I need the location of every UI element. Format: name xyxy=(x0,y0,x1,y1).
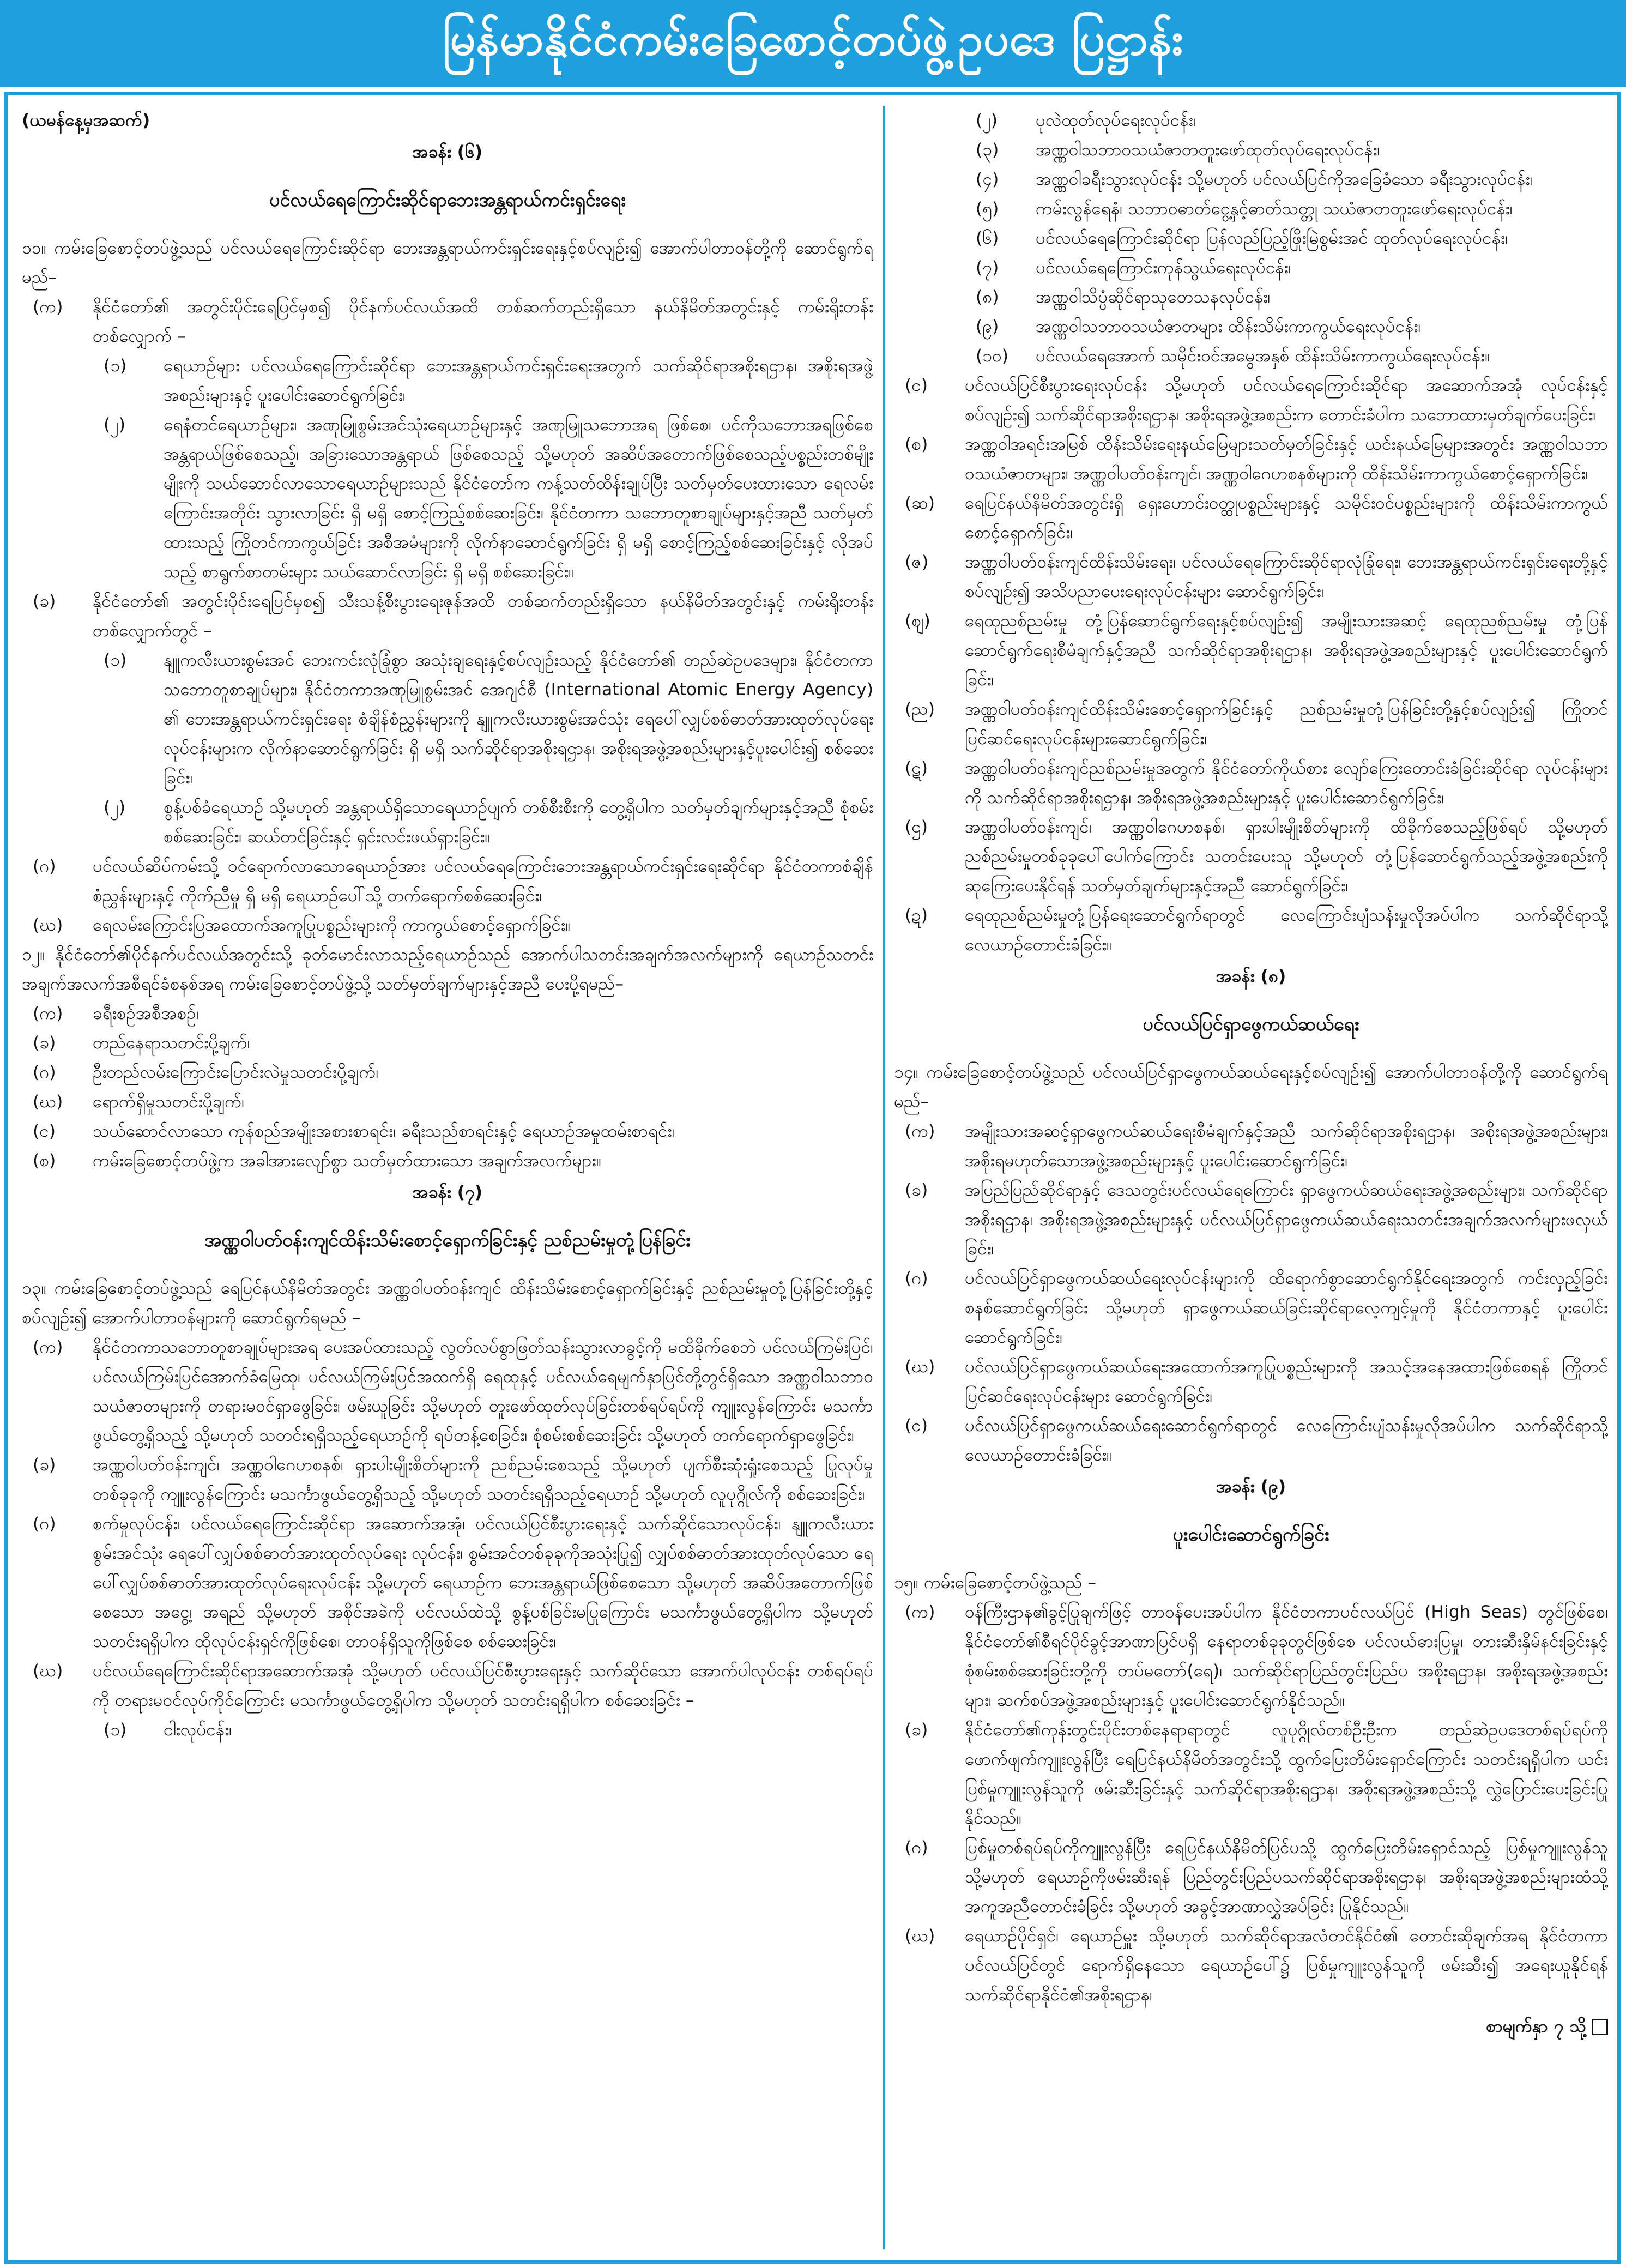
s13-item xyxy=(894,753,1608,812)
continuation-note: (ယမန်နေ့မှအဆက်) xyxy=(22,111,150,130)
s13-item xyxy=(894,812,1608,901)
item-label: (၉) xyxy=(976,317,999,336)
chapter-9-number: အခန်း (၉) xyxy=(1216,1477,1286,1497)
item-text: စွန့်ပစ်ခံရေယာဉ် သို့မဟုတ် အန္တရာယ်ရှိသောရေယာဉ်ပျက် တစ်စီးစီးကို တွေ့ရှိပါက သတ်မှတ်ချက်များနှင့်အညီ စုံစမ်းစစ်ဆေးခြင်း၊ ဆယ်တင်ခြင်းနှင့် ရှင်းလင်းဖယ်ရှားခြင်း။ xyxy=(164,798,873,847)
item-label: (၅) xyxy=(976,199,999,219)
item-text: ပုလဲထုတ်လုပ်ရေးလုပ်ငန်း၊ xyxy=(1036,111,1196,130)
item-label: (ဂ) xyxy=(905,1269,928,1288)
item-text: ငါးလုပ်ငန်း၊ xyxy=(164,1720,232,1740)
item-label: (ခ) xyxy=(905,1180,928,1200)
item-text: ရေနံတင်ရေယာဉ်များ၊ အဏုမြူစွမ်းအင်သုံးရေယာဉ်များနှင့် အဏုမြူသဘောအရ ဖြစ်စေ၊ ပင်ကိုသဘောအရဖြစ်စေ အန္တရာယ်ဖြစ်စေသည့်၊ အခြားသောအန္တရာယ် ဖြစ်စေသည့် သို့မဟုတ် အဆိပ်အတောက်ဖြစ်စေသည့်ပစ္စည်းတစ်မျိုးမျိုးကို သယ်ဆောင်လာသောရေယာဉ်များသည် နိုင်ငံတော်က ကန့်သတ်ထိန်းချုပ်ပြီး သတ်မှတ်ပေးထားသော ရေလမ်းကြောင်းအတိုင်း သွားလာခြင်း ရှိ မရှိ စောင့်ကြည့်စစ်ဆေးခြင်း၊ နိုင်ငံတကာ သဘောတူစာချုပ်များနှင့်အညီ သတ်မှတ်ထားသည့် ကြိုတင်ကာကွယ်ခြင်း အစီအမံများကို လိုက်နာဆောင်ရွက်ခြင်း ရှိ မရှိ စောင့်ကြည့်စစ်ဆေးခြင်းနှင့် လိုအပ်သည့် စာရွက်စာတမ်းများ သယ်ဆောင်လာခြင်း ရှိ မရှိ စစ်ဆေးခြင်း။ xyxy=(164,415,873,582)
s12-item xyxy=(22,999,873,1028)
s12-item xyxy=(22,1087,873,1117)
chapter-6-number: အခန်း (၆) xyxy=(412,142,483,162)
s13-item xyxy=(894,695,1608,753)
item-label: (င) xyxy=(905,376,928,395)
s14-item xyxy=(894,1117,1608,1175)
item-text: အဏ္ဏဝါပတ်ဝန်းကျင်၊ အဏ္ဏဝါဂေဟစနစ်၊ ရှားပါးမျိုးစိတ်များကို ထိခိုက်စေသည့်ဖြစ်ရပ် သို့မဟုတ် ညစ်ညမ်းမှုတစ်ခုခုပေါ်ပေါက်ကြောင်း သတင်းပေးသူ သို့မဟုတ် တုံ့ပြန်ဆောင်ရွက်သည့်အဖွဲ့အစည်းကို ဆုကြေးပေးနိုင်ရန် သတ်မှတ်ချက်များနှင့်အညီ ဆောင်ရွက်ခြင်း၊ xyxy=(965,817,1608,896)
chapter-6-title: ပင်လယ်ရေကြောင်းဆိုင်ရာဘေးအန္တရာယ်ကင်းရှင်းရေး xyxy=(269,189,626,211)
item-label: (ဇ) xyxy=(905,552,929,572)
s12-item xyxy=(22,1028,873,1058)
item-text: အဏ္ဏဝါပတ်ဝန်းကျင်၊ အဏ္ဏဝါဂေဟစနစ်၊ ရှားပါးမျိုးစိတ်များကို ညစ်ညမ်းစေသည့် သို့မဟုတ် ပျက်စီးဆုံးရှုံးစေသည့် ပြုလုပ်မှုတစ်ခုခုကို ကျူးလွန်ကြောင်း မသင်္ကာဖွယ်တွေ့ရှိသည့် သို့မဟုတ် သတင်းရရှိသည့်ရေယာဉ် သို့မဟုတ် လူပုဂ္ဂိုလ်ကို စစ်ဆေးခြင်း၊ xyxy=(93,1455,873,1504)
item-label: (၆) xyxy=(976,228,999,248)
s12-item xyxy=(22,1146,873,1175)
item-label: (က) xyxy=(905,1602,935,1622)
s12-item xyxy=(22,1058,873,1087)
section-14-text: ၁၄။ ကမ်းခြေစောင့်တပ်ဖွဲ့သည် ပင်လယ်ပြင်ရှာဖွေကယ်ဆယ်ရေးနှင့်စပ်လျဉ်း၍ အောက်ပါတာဝန်တို့ကို ဆောင်ရွက်ရမည်– xyxy=(894,1063,1608,1112)
s13-item xyxy=(894,547,1608,606)
item-text: နျူကလီးယားစွမ်းအင် ဘေးကင်းလုံခြုံစွာ အသုံးချရေးနှင့်စပ်လျဉ်းသည့် နိုင်ငံတော်၏ တည်ဆဲဥပဒေများ၊ နိုင်ငံတကာသဘောတူစာချုပ်များ၊ နိုင်ငံတကာအဏုမြူစွမ်းအင် အေဂျင်စီ (International Atomic Energy Agency) ၏ ဘေးအန္တရာယ်ကင်းရှင်းရေး စံချိန်စံညွှန်းများကို နျူကလီးယားစွမ်းအင်သုံး ရေပေါ်လျှပ်စစ်ဓာတ်အားထုတ်လုပ်ရေး လုပ်ငန်းများက လိုက်နာဆောင်ရွက်ခြင်း ရှိ မရှိ သက်ဆိုင်ရာအစိုးရဌာန၊ အစိုးရအဖွဲ့အစည်းများနှင့်ပူးပေါင်း၍ စစ်ဆေးခြင်း၊ xyxy=(164,650,873,788)
item-text: ပြစ်မှုတစ်ရပ်ရပ်ကိုကျူးလွန်ပြီး ရေပြင်နယ်နိမိတ်ပြင်ပသို့ ထွက်ပြေးတိမ်းရှောင်သည့် ပြစ်မှုကျူးလွန်သူ သို့မဟုတ် ရေယာဉ်ကိုဖမ်းဆီးရန် ပြည်တွင်းပြည်ပသက်ဆိုင်ရာအစိုးရဌာန၊ အစိုးရအဖွဲ့အစည်းများထံသို့ အကူအညီတောင်းခံခြင်း သို့မဟုတ် အခွင့်အာဏာလွှဲအပ်ခြင်း ပြုနိုင်သည်။ xyxy=(965,1838,1608,1916)
item-label: (ဈ) xyxy=(905,611,930,631)
item-text: ပင်လယ်ဆိပ်ကမ်းသို့ ဝင်ရောက်လာသောရေယာဉ်အား ပင်လယ်ရေကြောင်းဘေးအန္တရာယ်ကင်းရှင်းရေးဆိုင်ရာ နိုင်ငံတကာစံချိန်စံညွှန်းများနှင့် ကိုက်ညီမှု ရှိ မရှိ ရေယာဉ်ပေါ်သို့ တက်ရောက်စစ်ဆေးခြင်း၊ xyxy=(93,856,873,906)
item-text: အဏ္ဏဝါသဘာဝသယံဇာတများ ထိန်းသိမ်းကာကွယ်ရေးလုပ်ငန်း၊ xyxy=(1036,317,1421,336)
s13-item xyxy=(22,1450,873,1509)
end-box-icon xyxy=(1592,2019,1608,2035)
item-text: နိုင်ငံတော်၏ အတွင်းပိုင်းရေပြင်မှစ၍ ပိုင်နက်ပင်လယ်အထိ တစ်ဆက်တည်းရှိသော နယ်နိမိတ်အတွင်းနှင့် ကမ်းရိုးတန်းတစ်လျှောက် – xyxy=(93,297,873,346)
s13-item xyxy=(894,488,1608,547)
item-label: (၁) xyxy=(104,650,127,670)
item-label: (၁) xyxy=(104,1720,127,1740)
item-text: အဏ္ဏဝါပတ်ဝန်းကျင်ညစ်ညမ်းမှုအတွက် နိုင်ငံတော်ကိုယ်စား လျော်ကြေးတောင်းခံခြင်းဆိုင်ရာ လုပ်ငန်းများကို သက်ဆိုင်ရာအစိုးရဌာန၊ အစိုးရအဖွဲ့အစည်းများနှင့် ပူးပေါင်းဆောင်ရွက်ခြင်း၊ xyxy=(965,758,1608,807)
item-text: အဏ္ဏဝါသဘာဝသယံဇာတတူးဖော်ထုတ်လုပ်ရေးလုပ်ငန်း၊ xyxy=(1036,140,1380,160)
item-text: ဝန်ကြီးဌာန၏ခွင့်ပြုချက်ဖြင့် တာဝန်ပေးအပ်ပါက နိုင်ငံတကာပင်လယ်ပြင် (High Seas) တွင်ဖြစ်စေ၊ နိုင်ငံတော်၏စီရင်ပိုင်ခွင့်အာဏာပြင်ပရှိ နေရာတစ်ခုခုတွင်ဖြစ်စေ ပင်လယ်ဓားပြမှု၊ တားဆီးနှိမ်နင်းခြင်းနှင့် စုံစမ်းစစ်ဆေးခြင်းတို့ကို တပ်မတော်(ရေ)၊ သက်ဆိုင်ရာပြည်တွင်းပြည်ပ အစိုးရဌာန၊ အစိုးရအဖွဲ့အစည်းများ၊ ဆက်စပ်အဖွဲ့အစည်းများနှင့် ပူးပေါင်းဆောင်ရွက်နိုင်သည်။ xyxy=(965,1602,1608,1710)
item-text: အဏ္ဏဝါအရင်းအမြစ် ထိန်းသိမ်းရေးနယ်မြေများသတ်မှတ်ခြင်းနှင့် ယင်းနယ်မြေများအတွင်း အဏ္ဏဝါသဘာဝသယံဇာတများ၊ အဏ္ဏဝါပတ်ဝန်းကျင်၊ အဏ္ဏဝါဂေဟစနစ်များကို ထိန်းသိမ်းကာကွယ်စောင့်ရှောက်ခြင်း၊ xyxy=(965,435,1608,484)
item-text: အဏ္ဏဝါသိပ္ပံဆိုင်ရာသုတေသနလုပ်ငန်း၊ xyxy=(1036,287,1271,307)
item-label: (ခ) xyxy=(33,1033,56,1053)
section-11-text: ၁၁။ ကမ်းခြေစောင့်တပ်ဖွဲ့သည် ပင်လယ်ရေကြောင်းဆိုင်ရာ ဘေးအန္တရာယ်ကင်းရှင်းရေးနှင့်စပ်လျဉ်း၍ အောက်ပါတာဝန်တို့ကို ဆောင်ရွက်ရမည်– xyxy=(22,238,873,287)
item-text: ကမ်းခြေစောင့်တပ်ဖွဲ့က အခါအားလျော်စွာ သတ်မှတ်ထားသော အချက်အလက်များ။ xyxy=(93,1151,602,1171)
s13-d-sub xyxy=(894,165,1608,194)
section-12-text: ၁၂။ နိုင်ငံတော်၏ပိုင်နက်ပင်လယ်အတွင်းသို့ ခုတ်မောင်းလာသည့်ရေယာဉ်သည် အောက်ပါသတင်းအချက်အလက်များကို ရေယာဉ်သတင်းအချက်အလက်အစီရင်ခံစနစ်အရ ကမ်းခြေစောင့်တပ်ဖွဲ့သို့ သတ်မှတ်ချက်များနှင့်အညီ ပေးပို့ရမည်– xyxy=(22,945,873,994)
item-label: (ဂ) xyxy=(33,1063,56,1082)
item-text: နိုင်ငံတော်၏ အတွင်းပိုင်းရေပြင်မှစ၍ သီးသန့်စီးပွားရေးဇုန်အထိ တစ်ဆက်တည်းရှိသော နယ်နိမိတ်အတွင်းနှင့် ကမ်းရိုးတန်းတစ်လျှောက်တွင် – xyxy=(93,592,873,641)
item-label: (ဃ) xyxy=(33,1661,63,1681)
s15-item xyxy=(894,1833,1608,1921)
item-label: (က) xyxy=(33,1337,63,1357)
item-text: ခရီးစဉ်အစီအစဉ်၊ xyxy=(93,1004,199,1023)
item-text: သယ်ဆောင်လာသော ကုန်စည်အမျိုးအစားစာရင်း၊ ခရီးသည်စာရင်းနှင့် ရေယာဉ်အမှုထမ်းစာရင်း၊ xyxy=(93,1121,675,1141)
item-label: (ခ) xyxy=(905,1720,928,1740)
item-label: (စ) xyxy=(905,435,928,454)
right-column xyxy=(894,106,1608,2249)
item-label: (ခ) xyxy=(33,592,56,611)
section-13-text: ၁၃။ ကမ်းခြေစောင့်တပ်ဖွဲ့သည် ရေပြင်နယ်နိမိတ်အတွင်း အဏ္ဏဝါပတ်ဝန်းကျင် ထိန်းသိမ်းစောင့်ရှောက်ခြင်းနှင့် ညစ်ညမ်းမှုတုံ့ပြန်ခြင်းတို့နှင့်စပ်လျဉ်း၍ အောက်ပါတာဝန်များကို ဆောင်ရွက်ရမည် – xyxy=(22,1278,873,1328)
item-text: ပင်လယ်ရေကြောင်းကုန်သွယ်ရေးလုပ်ငန်း၊ xyxy=(1036,258,1291,278)
item-text: အဏ္ဏဝါပတ်ဝန်းကျင်ထိန်းသိမ်းစောင့်ရှောက်ခြင်းနှင့် ညစ်ညမ်းမှုတုံ့ပြန်ခြင်းတို့နှင့်စပ်လျဉ်း၍ ကြိုတင်ပြင်ဆင်ရေးလုပ်ငန်းများဆောင်ရွက်ခြင်း၊ xyxy=(965,699,1608,749)
item-label: (ဃ) xyxy=(905,1357,935,1377)
item-label: (ဃ) xyxy=(33,1092,63,1112)
item-text: စက်မှုလုပ်ငန်း၊ ပင်လယ်ရေကြောင်းဆိုင်ရာ အဆောက်အအုံ၊ ပင်လယ်ပြင်စီးပွားရေးနှင့် သက်ဆိုင်သောလုပ်ငန်း၊ နျူကလီးယားစွမ်းအင်သုံး ရေပေါ်လျှပ်စစ်ဓာတ်အားထုတ်လုပ်ရေး လုပ်ငန်း၊ စွမ်းအင်တစ်ခုခုကိုအသုံးပြု၍ လျှပ်စစ်ဓာတ်အားထုတ်လုပ်သော ရေပေါ်လျှပ်စစ်ဓာတ်အားထုတ်လုပ်ရေးလုပ်ငန်း သို့မဟုတ် ရေယာဉ်က ဘေးအန္တရာယ်ဖြစ်စေသော သို့မဟုတ် အဆိပ်အတောက်ဖြစ်စေသော အငွေ့၊ အရည် သို့မဟုတ် အစိုင်အခဲကို ပင်လယ်ထဲသို့ စွန့်ပစ်ခြင်းမပြုကြောင်း မသင်္ကာဖွယ်တွေ့ရှိပါက သို့မဟုတ် သတင်းရရှိပါက ထိုလုပ်ငန်းရှင်ကိုဖြစ်စေ၊ တာဝန်ရှိသူကိုဖြစ်စေ စစ်ဆေးခြင်း၊ xyxy=(93,1514,873,1651)
s14-item xyxy=(894,1411,1608,1470)
item-label: (ဆ) xyxy=(905,493,935,513)
item-text: ရေလမ်းကြောင်းပြအထောက်အကူပြုပစ္စည်းများကို ကာကွယ်စောင့်ရှောက်ခြင်း။ xyxy=(93,915,571,935)
s13-d-sub xyxy=(894,194,1608,224)
item-text: ရေထုညစ်ညမ်းမှုတုံ့ပြန်ရေးဆောင်ရွက်ရာတွင် လေကြောင်းပျံသန်းမှုလိုအပ်ပါက သက်ဆိုင်ရာသို့ လေယာဉ်တောင်းခံခြင်း။ xyxy=(965,906,1608,955)
item-label: (၂) xyxy=(104,415,126,435)
item-label: (က) xyxy=(33,1004,63,1023)
item-label: (ဃ) xyxy=(905,1926,935,1946)
item-label: (ဌ) xyxy=(905,817,928,837)
item-text: ပင်လယ်ပြင်ရှာဖွေကယ်ဆယ်ရေးအထောက်အကူပြုပစ္စည်းများကို အသင့်အနေအထားဖြစ်စေရန် ကြိုတင်ပြင်ဆင်ရေးလုပ်ငန်းများ ဆောင်ရွက်ခြင်း၊ xyxy=(965,1357,1608,1406)
chapter-8-number: အခန်း (၈) xyxy=(1216,967,1286,986)
item-text: အဏ္ဏဝါပတ်ဝန်းကျင်ထိန်းသိမ်းရေး၊ ပင်လယ်ရေကြောင်းဆိုင်ရာလုံခြုံရေး၊ ဘေးအန္တရာယ်ကင်းရှင်းရေးတို့နှင့်စပ်လျဉ်း၍ အသိပညာပေးရေးလုပ်ငန်းများ ဆောင်ရွက်ခြင်း၊ xyxy=(965,552,1608,601)
item-text: ပင်လယ်ပြင်ရှာဖွေကယ်ဆယ်ရေးလုပ်ငန်းများကို ထိရောက်စွာဆောင်ရွက်နိုင်ရေးအတွက် ကင်းလှည့်ခြင်းစနစ်ဆောင်ရွက်ခြင်း သို့မဟုတ် ရှာဖွေကယ်ဆယ်ခြင်းဆိုင်ရာလေ့ကျင့်မှုကို နိုင်ငံတကာနှင့် ပူးပေါင်းဆောင်ရွက်ခြင်း၊ xyxy=(965,1269,1608,1347)
item-text: အဏ္ဏဝါခရီးသွားလုပ်ငန်း သို့မဟုတ် ပင်လယ်ပြင်ကိုအခြေခံသော ခရီးသွားလုပ်ငန်း၊ xyxy=(1036,170,1533,189)
item-label: (ဂ) xyxy=(33,1514,56,1534)
item-label: (ဋ) xyxy=(905,758,928,778)
item-label: (၂) xyxy=(104,798,126,817)
s11-b-sub-1 xyxy=(22,646,873,793)
item-label: (၂) xyxy=(976,111,998,130)
s14-item xyxy=(894,1264,1608,1352)
item-text: ဦးတည်လမ်းကြောင်းပြောင်းလဲမှုသတင်းပို့ချက်၊ xyxy=(93,1063,379,1082)
s13-d-sub xyxy=(894,106,1608,135)
item-label: (၁၀) xyxy=(976,346,1009,366)
item-text: အပြည်ပြည်ဆိုင်ရာနှင့် ဒေသတွင်းပင်လယ်ရေကြောင်း ရှာဖွေကယ်ဆယ်ရေးအဖွဲ့အစည်းများ၊ သက်ဆိုင်ရာအစိုးရဌာန၊ အစိုးရအဖွဲ့အစည်းများနှင့် ပင်လယ်ပြင်ရှာဖွေကယ်ဆယ်ရေးသတင်းအချက်အလက်များဖလှယ်ခြင်း၊ xyxy=(965,1180,1608,1259)
s11-item-a xyxy=(22,292,873,351)
chapter-7-title: အဏ္ဏဝါပတ်ဝန်းကျင်ထိန်းသိမ်းစောင့်ရှောက်ခြင်းနှင့် ညစ်ညမ်းမှုတုံ့ပြန်ခြင်း xyxy=(204,1229,691,1251)
s13-d-sub xyxy=(894,341,1608,371)
s13-item xyxy=(894,430,1608,488)
s13-item xyxy=(22,1656,873,1715)
s13-d-sub xyxy=(894,312,1608,341)
item-text: ပင်လယ်ရေကြောင်းဆိုင်ရာအဆောက်အအုံ သို့မဟုတ် ပင်လယ်ပြင်စီးပွားရေးနှင့် သက်ဆိုင်သော အောက်ပါလုပ်ငန်း တစ်ရပ်ရပ်ကို တရားမဝင်လုပ်ကိုင်ကြောင်း မသင်္ကာဖွယ်တွေ့ရှိပါက သို့မဟုတ် သတင်းရရှိပါက စစ်ဆေးခြင်း – xyxy=(93,1661,873,1710)
item-text: ရောက်ရှိမှုသတင်းပို့ချက်၊ xyxy=(93,1092,245,1112)
s14-item xyxy=(894,1175,1608,1264)
continued-label: စာမျက်နှာ ၇ သို့ xyxy=(1486,2017,1586,2036)
page-title: မြန်မာနိုင်ငံကမ်းခြေစောင့်တပ်ဖွဲ့ဥပဒေ ပြဋ္ဌာန်း xyxy=(0,0,1626,87)
item-label: (ခ) xyxy=(33,1455,56,1475)
s13-item xyxy=(894,371,1608,430)
item-label: (ည) xyxy=(905,699,935,719)
item-text: ကမ်းလွန်ရေနံ၊ သဘာဝဓာတ်ငွေ့နှင့်ဓာတ်သတ္တု သယံဇာတတူးဖော်ရေးလုပ်ငန်း၊ xyxy=(1036,199,1513,219)
s14-item xyxy=(894,1352,1608,1411)
item-label: (၇) xyxy=(976,258,999,278)
left-column xyxy=(22,106,873,2249)
column-divider xyxy=(883,106,885,2249)
s13-d-sub xyxy=(894,224,1608,253)
item-text: ပင်လယ်ပြင်ရှာဖွေကယ်ဆယ်ရေးဆောင်ရွက်ရာတွင် လေကြောင်းပျံသန်းမှုလိုအပ်ပါက သက်ဆိုင်ရာသို့ လေယာဉ်တောင်းခံခြင်း။ xyxy=(965,1416,1608,1465)
item-text: နိုင်ငံတော်၏ကုန်းတွင်းပိုင်းတစ်နေရာရာတွင် လူပုဂ္ဂိုလ်တစ်ဦးဦးက တည်ဆဲဥပဒေတစ်ရပ်ရပ်ကို ဖောက်ဖျက်ကျူးလွန်ပြီး ရေပြင်နယ်နိမိတ်အတွင်းသို့ ထွက်ပြေးတိမ်းရှောင်ကြောင်း သတင်းရရှိပါက ယင်းပြစ်မှုကျူးလွန်သူကို ဖမ်းဆီးခြင်းနှင့် သက်ဆိုင်ရာအစိုးရဌာန၊ အစိုးရအဖွဲ့အစည်းသို့ လွှဲပြောင်းပေးခြင်းပြုနိုင်သည်။ xyxy=(965,1720,1608,1828)
s11-a-sub-1 xyxy=(22,351,873,410)
s15-item xyxy=(894,1597,1608,1715)
item-label: (ဂ) xyxy=(33,856,56,876)
chapter-8-title: ပင်လယ်ပြင်ရှာဖွေကယ်ဆယ်ရေး xyxy=(1143,1014,1359,1035)
item-text: ပင်လယ်ရေကြောင်းဆိုင်ရာ ပြန်လည်ပြည့်ဖြိုးမြဲစွမ်းအင် ထုတ်လုပ်ရေးလုပ်ငန်း၊ xyxy=(1036,228,1508,248)
item-label: (စ) xyxy=(33,1151,56,1171)
s11-b-sub-2 xyxy=(22,793,873,852)
section-15-text: ၁၅။ ကမ်းခြေစောင့်တပ်ဖွဲ့သည် – xyxy=(894,1573,1097,1593)
item-label: (ဍ) xyxy=(905,906,928,925)
item-label: (င) xyxy=(905,1416,928,1435)
item-text: ရေထုညစ်ညမ်းမှု တုံ့ပြန်ဆောင်ရွက်ရေးနှင့်စပ်လျဉ်း၍ အမျိုးသားအဆင့် ရေထုညစ်ညမ်းမှု တုံ့ပြန်ဆောင်ရွက်ရေးစီမံချက်နှင့်အညီ သက်ဆိုင်ရာအစိုးရဌာန၊ အစိုးရအဖွဲ့အစည်းများနှင့် ပူးပေါင်းဆောင်ရွက်ခြင်း၊ xyxy=(965,611,1608,690)
s13-item xyxy=(894,901,1608,960)
article-frame xyxy=(4,92,1621,2264)
s13-item xyxy=(22,1332,873,1450)
s11-a-sub-2 xyxy=(22,410,873,587)
item-label: (၁) xyxy=(104,356,127,376)
s13-item xyxy=(22,1509,873,1656)
item-text: တည်နေရာသတင်းပို့ချက်၊ xyxy=(93,1033,250,1053)
item-label: (င) xyxy=(33,1121,56,1141)
continued-note xyxy=(894,2012,1608,2041)
item-text: အမျိုးသားအဆင့်ရှာဖွေကယ်ဆယ်ရေးစီမံချက်နှင့်အညီ သက်ဆိုင်ရာအစိုးရဌာန၊ အစိုးရအဖွဲ့အစည်းများ၊ အစိုးရမဟုတ်သောအဖွဲ့အစည်းများနှင့် ပူးပေါင်းဆောင်ရွက်ခြင်း၊ xyxy=(965,1121,1608,1171)
s13-d-sub xyxy=(894,253,1608,282)
item-label: (က) xyxy=(905,1121,935,1141)
item-label: (၈) xyxy=(976,287,999,307)
chapter-7-number: အခန်း (၇) xyxy=(412,1183,483,1202)
item-label: (၃) xyxy=(976,140,999,160)
item-text: ပင်လယ်ရေအောက် သမိုင်းဝင်အမွေအနှစ် ထိန်းသိမ်းကာကွယ်ရေးလုပ်ငန်း။ xyxy=(1036,346,1490,366)
s13-d-sub xyxy=(894,135,1608,165)
item-text: ပင်လယ်ပြင်စီးပွားရေးလုပ်ငန်း သို့မဟုတ် ပင်လယ်ရေကြောင်းဆိုင်ရာ အဆောက်အအုံ လုပ်ငန်းနှင့်စပ်လျဉ်း၍ သက်ဆိုင်ရာအစိုးရဌာန၊ အစိုးရအဖွဲ့အစည်းက တောင်းခံပါက သဘောထားမှတ်ချက်ပေးခြင်း၊ xyxy=(965,376,1608,425)
item-text: နိုင်ငံတကာသဘောတူစာချုပ်များအရ ပေးအပ်ထားသည့် လွတ်လပ်စွာဖြတ်သန်းသွားလာခွင့်ကို မထိခိုက်စေဘဲ ပင်လယ်ကြမ်းပြင်၊ ပင်လယ်ကြမ်းပြင်အောက်ခံမြေထု၊ ပင်လယ်ကြမ်းပြင်အထက်ရှိ ရေထုနှင့် ပင်လယ်ရေမျက်နှာပြင်တို့တွင်ရှိသော အဏ္ဏဝါသဘာဝသယံဇာတများကို တရားမဝင်ရှာဖွေခြင်း၊ ဖမ်းယူခြင်း သို့မဟုတ် တူးဖော်ထုတ်လုပ်ခြင်းတစ်ရပ်ရပ်ကို ကျူးလွန်ကြောင်း မသင်္ကာဖွယ်တွေ့ရှိသည့် သို့မဟုတ် သတင်းရရှိသည့်ရေယာဉ်ကို ရပ်တန့်စေခြင်း၊ စုံစမ်းစစ်ဆေးခြင်း သို့မဟုတ် တက်ရောက်ရှာဖွေခြင်း၊ xyxy=(93,1337,873,1445)
item-text: ရေယာဉ်များ ပင်လယ်ရေကြောင်းဆိုင်ရာ ဘေးအန္တရာယ်ကင်းရှင်းရေးအတွက် သက်ဆိုင်ရာအစိုးရဌာန၊ အစိုးရအဖွဲ့အစည်းများနှင့် ပူးပေါင်းဆောင်ရွက်ခြင်း၊ xyxy=(164,356,873,405)
item-label: (ဂ) xyxy=(905,1838,928,1857)
s11-item-c xyxy=(22,852,873,910)
s11-item-b xyxy=(22,587,873,646)
chapter-9-title: ပူးပေါင်းဆောင်ရွက်ခြင်း xyxy=(1172,1524,1329,1546)
s11-item-d xyxy=(22,910,873,940)
s15-item xyxy=(894,1715,1608,1833)
s12-item xyxy=(22,1117,873,1146)
s15-item xyxy=(894,1921,1608,2010)
item-text: ရေပြင်နယ်နိမိတ်အတွင်းရှိ ရှေးဟောင်းဝတ္ထုပစ္စည်းများနှင့် သမိုင်းဝင်ပစ္စည်းများကို ထိန်းသိမ်းကာကွယ်စောင့်ရှောက်ခြင်း၊ xyxy=(965,493,1608,542)
s13-d-sub xyxy=(894,282,1608,312)
item-label: (က) xyxy=(33,297,63,317)
item-label: (၄) xyxy=(976,170,999,189)
item-label: (ဃ) xyxy=(33,915,63,935)
s13-d-sub-1 xyxy=(22,1715,873,1745)
s13-item xyxy=(894,606,1608,695)
item-text: ရေယာဉ်ပိုင်ရှင်၊ ရေယာဉ်မှူး သို့မဟုတ် သက်ဆိုင်ရာအလံတင်နိုင်ငံ၏ တောင်းဆိုချက်အရ နိုင်ငံတကာပင်လယ်ပြင်တွင် ရောက်ရှိနေသော ရေယာဉ်ပေါ်၌ ပြစ်မှုကျူးလွန်သူကို ဖမ်းဆီး၍ အရေးယူနိုင်ရန် သက်ဆိုင်ရာနိုင်ငံ၏အစိုးရဌာန၊ xyxy=(965,1926,1608,2005)
